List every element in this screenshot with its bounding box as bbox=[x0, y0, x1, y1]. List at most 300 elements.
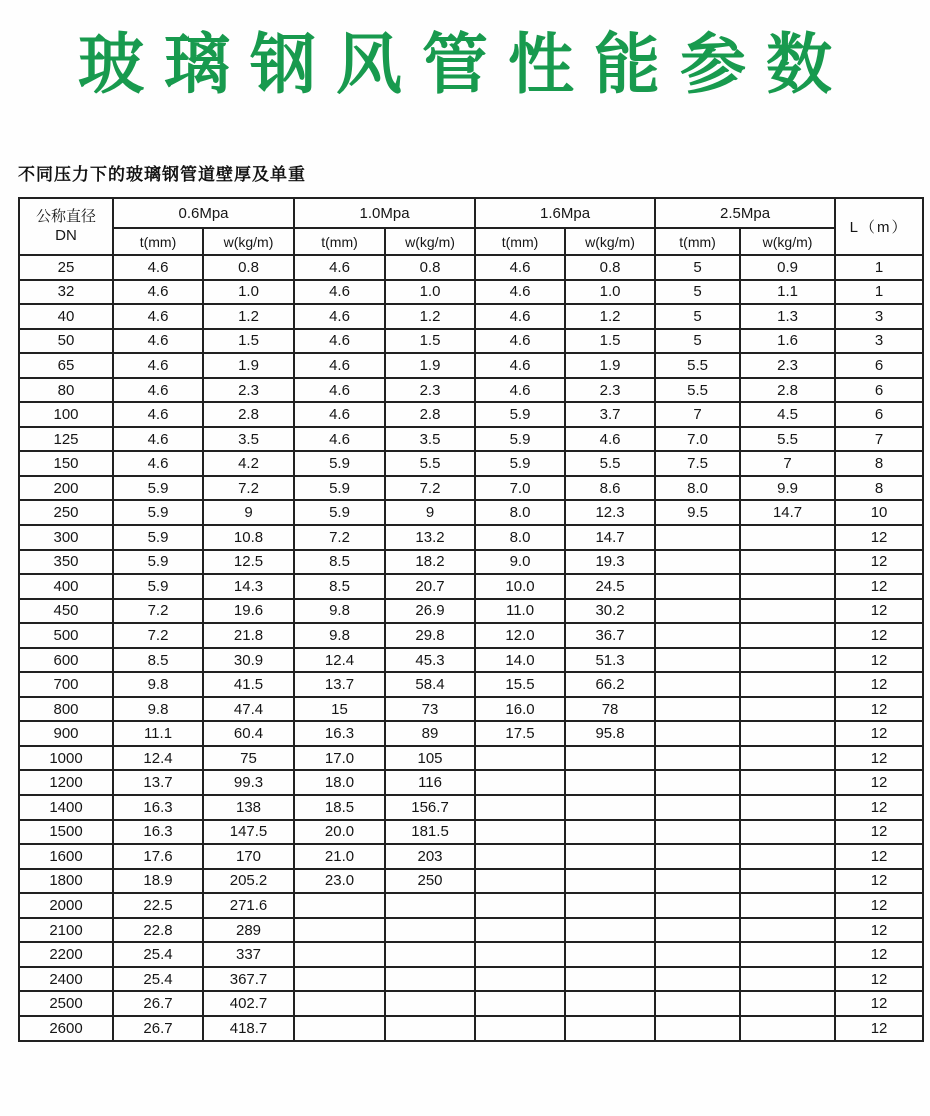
value-cell bbox=[655, 550, 740, 575]
value-cell: 1.0 bbox=[565, 280, 655, 305]
pressure-header-1.0: 1.0Mpa bbox=[294, 198, 475, 228]
value-cell bbox=[655, 869, 740, 894]
value-cell bbox=[740, 574, 835, 599]
value-cell bbox=[475, 991, 565, 1016]
table-row bbox=[19, 255, 923, 280]
length-cell: 12 bbox=[835, 599, 923, 624]
value-cell bbox=[294, 991, 385, 1016]
value-cell bbox=[740, 820, 835, 845]
value-cell: 105 bbox=[385, 746, 475, 771]
value-cell: 10.0 bbox=[475, 574, 565, 599]
value-cell: 1.2 bbox=[385, 304, 475, 329]
dn-cell: 700 bbox=[19, 672, 113, 697]
value-cell bbox=[740, 991, 835, 1016]
value-cell bbox=[655, 918, 740, 943]
value-cell: 14.7 bbox=[565, 525, 655, 550]
value-cell: 18.0 bbox=[294, 770, 385, 795]
value-cell: 4.6 bbox=[294, 378, 385, 403]
length-cell: 12 bbox=[835, 770, 923, 795]
value-cell: 14.0 bbox=[475, 648, 565, 673]
table-row bbox=[19, 500, 923, 525]
value-cell: 20.0 bbox=[294, 820, 385, 845]
value-cell: 7 bbox=[740, 451, 835, 476]
table-row bbox=[19, 1016, 923, 1041]
value-cell: 5.5 bbox=[565, 451, 655, 476]
value-cell bbox=[565, 844, 655, 869]
value-cell: 8.0 bbox=[475, 525, 565, 550]
value-cell: 18.9 bbox=[113, 869, 203, 894]
value-cell: 16.0 bbox=[475, 697, 565, 722]
value-cell bbox=[740, 648, 835, 673]
value-cell bbox=[475, 820, 565, 845]
length-cell: 3 bbox=[835, 329, 923, 354]
length-header-cell: L（m） bbox=[835, 198, 923, 255]
length-cell: 12 bbox=[835, 844, 923, 869]
value-cell bbox=[385, 991, 475, 1016]
table-row bbox=[19, 353, 923, 378]
value-cell bbox=[475, 942, 565, 967]
value-cell: 4.6 bbox=[113, 304, 203, 329]
dn-cell: 2600 bbox=[19, 1016, 113, 1041]
length-cell: 12 bbox=[835, 893, 923, 918]
dn-cell: 1400 bbox=[19, 795, 113, 820]
value-cell: 16.3 bbox=[113, 795, 203, 820]
value-cell: 14.7 bbox=[740, 500, 835, 525]
dn-cell: 100 bbox=[19, 402, 113, 427]
value-cell bbox=[565, 942, 655, 967]
dn-cell: 300 bbox=[19, 525, 113, 550]
value-cell: 0.8 bbox=[385, 255, 475, 280]
value-cell bbox=[385, 967, 475, 992]
value-cell: 25.4 bbox=[113, 967, 203, 992]
value-cell: 7.2 bbox=[113, 599, 203, 624]
value-cell bbox=[740, 721, 835, 746]
value-cell: 21.8 bbox=[203, 623, 294, 648]
table-row bbox=[19, 304, 923, 329]
value-cell: 4.6 bbox=[113, 353, 203, 378]
dn-cell: 40 bbox=[19, 304, 113, 329]
value-cell bbox=[475, 795, 565, 820]
length-cell: 12 bbox=[835, 550, 923, 575]
table-row bbox=[19, 967, 923, 992]
value-cell: 1.5 bbox=[565, 329, 655, 354]
value-cell: 23.0 bbox=[294, 869, 385, 894]
value-cell: 8.0 bbox=[475, 500, 565, 525]
value-cell bbox=[565, 820, 655, 845]
dn-cell: 32 bbox=[19, 280, 113, 305]
value-cell bbox=[740, 869, 835, 894]
table-row bbox=[19, 746, 923, 771]
value-cell: 12.4 bbox=[113, 746, 203, 771]
thickness-subheader: t(mm) bbox=[294, 228, 385, 255]
value-cell: 4.6 bbox=[294, 304, 385, 329]
value-cell bbox=[565, 795, 655, 820]
table-header bbox=[19, 198, 923, 255]
value-cell bbox=[565, 1016, 655, 1041]
value-cell: 21.0 bbox=[294, 844, 385, 869]
value-cell: 7.0 bbox=[475, 476, 565, 501]
value-cell bbox=[740, 1016, 835, 1041]
value-cell: 2.3 bbox=[740, 353, 835, 378]
value-cell: 9.8 bbox=[294, 599, 385, 624]
value-cell: 17.0 bbox=[294, 746, 385, 771]
pressure-header-1.6: 1.6Mpa bbox=[475, 198, 655, 228]
value-cell: 5.9 bbox=[475, 402, 565, 427]
value-cell: 18.5 bbox=[294, 795, 385, 820]
value-cell: 29.8 bbox=[385, 623, 475, 648]
value-cell bbox=[385, 1016, 475, 1041]
value-cell: 1.0 bbox=[203, 280, 294, 305]
value-cell: 4.6 bbox=[294, 255, 385, 280]
header-sub-row bbox=[19, 228, 923, 255]
value-cell: 7.2 bbox=[294, 525, 385, 550]
value-cell: 18.2 bbox=[385, 550, 475, 575]
length-cell: 8 bbox=[835, 476, 923, 501]
table-row bbox=[19, 402, 923, 427]
dn-header-cell bbox=[19, 198, 113, 255]
length-cell: 7 bbox=[835, 427, 923, 452]
dn-cell: 1500 bbox=[19, 820, 113, 845]
length-cell: 12 bbox=[835, 648, 923, 673]
value-cell bbox=[655, 795, 740, 820]
value-cell bbox=[565, 967, 655, 992]
length-cell: 3 bbox=[835, 304, 923, 329]
table-row bbox=[19, 795, 923, 820]
value-cell: 250 bbox=[385, 869, 475, 894]
value-cell: 11.1 bbox=[113, 721, 203, 746]
value-cell bbox=[655, 893, 740, 918]
value-cell: 26.7 bbox=[113, 991, 203, 1016]
value-cell bbox=[740, 893, 835, 918]
value-cell bbox=[385, 893, 475, 918]
dn-cell: 2200 bbox=[19, 942, 113, 967]
table-row bbox=[19, 476, 923, 501]
value-cell: 9 bbox=[203, 500, 294, 525]
value-cell: 138 bbox=[203, 795, 294, 820]
value-cell: 9.8 bbox=[113, 672, 203, 697]
table-row bbox=[19, 820, 923, 845]
value-cell bbox=[475, 918, 565, 943]
length-cell: 12 bbox=[835, 942, 923, 967]
value-cell bbox=[655, 1016, 740, 1041]
thickness-subheader: t(mm) bbox=[113, 228, 203, 255]
table-row bbox=[19, 623, 923, 648]
value-cell: 26.7 bbox=[113, 1016, 203, 1041]
value-cell: 5.9 bbox=[294, 500, 385, 525]
value-cell bbox=[294, 918, 385, 943]
value-cell: 1.9 bbox=[565, 353, 655, 378]
page-title: 玻璃钢风管性能参数 bbox=[78, 27, 852, 101]
value-cell: 17.5 bbox=[475, 721, 565, 746]
value-cell: 1.1 bbox=[740, 280, 835, 305]
value-cell: 30.2 bbox=[565, 599, 655, 624]
table-row bbox=[19, 525, 923, 550]
value-cell bbox=[475, 770, 565, 795]
value-cell: 289 bbox=[203, 918, 294, 943]
value-cell: 15 bbox=[294, 697, 385, 722]
length-cell: 12 bbox=[835, 697, 923, 722]
value-cell: 15.5 bbox=[475, 672, 565, 697]
length-cell: 1 bbox=[835, 255, 923, 280]
value-cell: 1.5 bbox=[203, 329, 294, 354]
value-cell: 2.3 bbox=[203, 378, 294, 403]
value-cell: 8.5 bbox=[294, 574, 385, 599]
value-cell: 9.0 bbox=[475, 550, 565, 575]
value-cell: 5.5 bbox=[655, 378, 740, 403]
table-row bbox=[19, 770, 923, 795]
length-cell: 12 bbox=[835, 1016, 923, 1041]
value-cell: 9.8 bbox=[113, 697, 203, 722]
value-cell: 9 bbox=[385, 500, 475, 525]
length-cell: 12 bbox=[835, 721, 923, 746]
value-cell: 99.3 bbox=[203, 770, 294, 795]
value-cell: 1.0 bbox=[385, 280, 475, 305]
value-cell: 1.2 bbox=[565, 304, 655, 329]
value-cell: 5.9 bbox=[294, 476, 385, 501]
table-body bbox=[19, 255, 923, 1041]
length-cell: 10 bbox=[835, 500, 923, 525]
value-cell: 25.4 bbox=[113, 942, 203, 967]
dn-cell: 50 bbox=[19, 329, 113, 354]
thickness-subheader: t(mm) bbox=[655, 228, 740, 255]
table-row bbox=[19, 672, 923, 697]
pressure-header-0.6: 0.6Mpa bbox=[113, 198, 294, 228]
value-cell bbox=[655, 574, 740, 599]
value-cell bbox=[655, 770, 740, 795]
header-group-row bbox=[19, 198, 923, 228]
value-cell: 5.9 bbox=[113, 550, 203, 575]
value-cell bbox=[475, 893, 565, 918]
value-cell bbox=[294, 967, 385, 992]
dn-cell: 1800 bbox=[19, 869, 113, 894]
value-cell: 4.6 bbox=[475, 329, 565, 354]
value-cell bbox=[294, 942, 385, 967]
value-cell: 10.8 bbox=[203, 525, 294, 550]
value-cell bbox=[475, 844, 565, 869]
value-cell: 1.6 bbox=[740, 329, 835, 354]
value-cell bbox=[655, 991, 740, 1016]
value-cell bbox=[655, 623, 740, 648]
dn-cell: 500 bbox=[19, 623, 113, 648]
dn-cell: 450 bbox=[19, 599, 113, 624]
value-cell: 8.6 bbox=[565, 476, 655, 501]
value-cell bbox=[740, 599, 835, 624]
value-cell: 4.6 bbox=[294, 402, 385, 427]
value-cell bbox=[385, 918, 475, 943]
length-cell: 12 bbox=[835, 820, 923, 845]
value-cell: 8.5 bbox=[294, 550, 385, 575]
value-cell: 4.6 bbox=[294, 353, 385, 378]
value-cell: 4.6 bbox=[475, 255, 565, 280]
value-cell: 2.8 bbox=[203, 402, 294, 427]
value-cell: 14.3 bbox=[203, 574, 294, 599]
value-cell: 51.3 bbox=[565, 648, 655, 673]
value-cell: 4.2 bbox=[203, 451, 294, 476]
value-cell: 4.6 bbox=[294, 280, 385, 305]
value-cell: 1.5 bbox=[385, 329, 475, 354]
value-cell bbox=[565, 893, 655, 918]
value-cell bbox=[565, 770, 655, 795]
value-cell: 5.9 bbox=[113, 476, 203, 501]
value-cell: 19.6 bbox=[203, 599, 294, 624]
value-cell bbox=[475, 967, 565, 992]
value-cell: 5.9 bbox=[113, 525, 203, 550]
value-cell: 95.8 bbox=[565, 721, 655, 746]
value-cell: 4.6 bbox=[113, 378, 203, 403]
value-cell: 60.4 bbox=[203, 721, 294, 746]
value-cell bbox=[740, 795, 835, 820]
dn-cell: 350 bbox=[19, 550, 113, 575]
dn-cell: 400 bbox=[19, 574, 113, 599]
value-cell: 7.2 bbox=[385, 476, 475, 501]
value-cell: 1.9 bbox=[385, 353, 475, 378]
value-cell: 20.7 bbox=[385, 574, 475, 599]
value-cell: 4.6 bbox=[565, 427, 655, 452]
value-cell: 5.5 bbox=[740, 427, 835, 452]
length-cell: 12 bbox=[835, 672, 923, 697]
value-cell: 3.5 bbox=[203, 427, 294, 452]
table-row bbox=[19, 378, 923, 403]
value-cell bbox=[655, 746, 740, 771]
value-cell: 45.3 bbox=[385, 648, 475, 673]
value-cell: 30.9 bbox=[203, 648, 294, 673]
value-cell bbox=[655, 525, 740, 550]
table-row bbox=[19, 893, 923, 918]
length-cell: 12 bbox=[835, 967, 923, 992]
value-cell bbox=[475, 1016, 565, 1041]
value-cell: 13.2 bbox=[385, 525, 475, 550]
table-row bbox=[19, 599, 923, 624]
value-cell: 337 bbox=[203, 942, 294, 967]
value-cell: 205.2 bbox=[203, 869, 294, 894]
value-cell: 1.9 bbox=[203, 353, 294, 378]
length-cell: 12 bbox=[835, 869, 923, 894]
table-row bbox=[19, 648, 923, 673]
value-cell: 16.3 bbox=[113, 820, 203, 845]
value-cell bbox=[740, 697, 835, 722]
dn-cell: 2500 bbox=[19, 991, 113, 1016]
value-cell: 26.9 bbox=[385, 599, 475, 624]
weight-subheader: w(kg/m) bbox=[565, 228, 655, 255]
length-cell: 12 bbox=[835, 746, 923, 771]
value-cell: 8.5 bbox=[113, 648, 203, 673]
value-cell: 5.9 bbox=[475, 427, 565, 452]
value-cell: 12.5 bbox=[203, 550, 294, 575]
value-cell: 24.5 bbox=[565, 574, 655, 599]
dn-cell: 125 bbox=[19, 427, 113, 452]
dn-cell: 25 bbox=[19, 255, 113, 280]
value-cell: 4.6 bbox=[475, 280, 565, 305]
length-cell: 12 bbox=[835, 525, 923, 550]
value-cell: 5.9 bbox=[294, 451, 385, 476]
value-cell bbox=[655, 648, 740, 673]
value-cell bbox=[294, 1016, 385, 1041]
weight-subheader: w(kg/m) bbox=[385, 228, 475, 255]
table-row bbox=[19, 844, 923, 869]
length-cell: 6 bbox=[835, 353, 923, 378]
value-cell: 4.6 bbox=[113, 255, 203, 280]
value-cell: 2.3 bbox=[385, 378, 475, 403]
value-cell: 0.8 bbox=[565, 255, 655, 280]
dn-cell: 65 bbox=[19, 353, 113, 378]
value-cell: 13.7 bbox=[294, 672, 385, 697]
dn-cell: 2400 bbox=[19, 967, 113, 992]
value-cell: 75 bbox=[203, 746, 294, 771]
value-cell bbox=[655, 721, 740, 746]
value-cell: 402.7 bbox=[203, 991, 294, 1016]
value-cell: 5.5 bbox=[655, 353, 740, 378]
dn-cell: 2100 bbox=[19, 918, 113, 943]
value-cell: 16.3 bbox=[294, 721, 385, 746]
value-cell: 271.6 bbox=[203, 893, 294, 918]
value-cell bbox=[655, 697, 740, 722]
value-cell: 7.0 bbox=[655, 427, 740, 452]
value-cell: 5.5 bbox=[385, 451, 475, 476]
dn-cell: 600 bbox=[19, 648, 113, 673]
length-cell: 12 bbox=[835, 795, 923, 820]
table-row bbox=[19, 721, 923, 746]
value-cell: 1.2 bbox=[203, 304, 294, 329]
dn-cell: 1600 bbox=[19, 844, 113, 869]
value-cell: 116 bbox=[385, 770, 475, 795]
value-cell bbox=[475, 746, 565, 771]
value-cell: 9.9 bbox=[740, 476, 835, 501]
length-cell: 12 bbox=[835, 918, 923, 943]
value-cell: 73 bbox=[385, 697, 475, 722]
value-cell bbox=[655, 942, 740, 967]
value-cell bbox=[385, 942, 475, 967]
value-cell: 181.5 bbox=[385, 820, 475, 845]
value-cell: 5 bbox=[655, 304, 740, 329]
value-cell: 3.7 bbox=[565, 402, 655, 427]
table-row bbox=[19, 280, 923, 305]
length-cell: 6 bbox=[835, 378, 923, 403]
value-cell: 4.5 bbox=[740, 402, 835, 427]
value-cell: 12.4 bbox=[294, 648, 385, 673]
value-cell: 36.7 bbox=[565, 623, 655, 648]
dn-cell: 200 bbox=[19, 476, 113, 501]
value-cell: 4.6 bbox=[113, 329, 203, 354]
value-cell: 0.8 bbox=[203, 255, 294, 280]
value-cell bbox=[565, 991, 655, 1016]
value-cell bbox=[565, 918, 655, 943]
value-cell: 4.6 bbox=[294, 427, 385, 452]
dn-sub-label: DN bbox=[55, 226, 77, 244]
value-cell: 147.5 bbox=[203, 820, 294, 845]
value-cell: 5.9 bbox=[113, 500, 203, 525]
value-cell: 7 bbox=[655, 402, 740, 427]
dn-cell: 1000 bbox=[19, 746, 113, 771]
length-cell: 12 bbox=[835, 623, 923, 648]
length-cell: 12 bbox=[835, 574, 923, 599]
value-cell: 4.6 bbox=[113, 427, 203, 452]
table-caption: 不同压力下的玻璃钢管道壁厚及单重 bbox=[18, 165, 306, 184]
value-cell: 4.6 bbox=[475, 304, 565, 329]
value-cell: 5 bbox=[655, 329, 740, 354]
value-cell bbox=[740, 672, 835, 697]
value-cell: 5 bbox=[655, 255, 740, 280]
dn-cell: 150 bbox=[19, 451, 113, 476]
value-cell: 78 bbox=[565, 697, 655, 722]
value-cell: 367.7 bbox=[203, 967, 294, 992]
value-cell: 7.5 bbox=[655, 451, 740, 476]
value-cell: 41.5 bbox=[203, 672, 294, 697]
value-cell: 2.8 bbox=[740, 378, 835, 403]
value-cell: 89 bbox=[385, 721, 475, 746]
value-cell: 17.6 bbox=[113, 844, 203, 869]
length-cell: 8 bbox=[835, 451, 923, 476]
value-cell: 11.0 bbox=[475, 599, 565, 624]
